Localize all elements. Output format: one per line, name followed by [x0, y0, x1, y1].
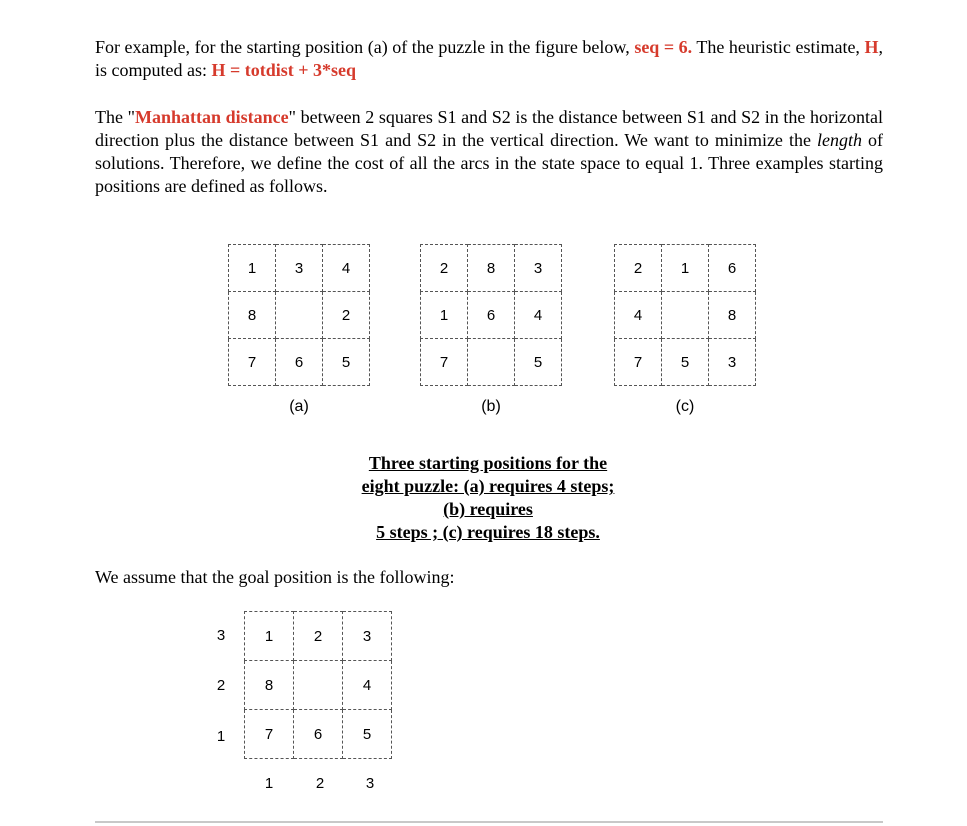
puzzle-cell: 3	[709, 339, 756, 386]
puzzle-cell: 5	[662, 339, 709, 386]
puzzle-cell	[662, 292, 709, 339]
puzzle-a-label: (a)	[289, 398, 309, 415]
goal-cell: 6	[294, 710, 343, 759]
goal-cell	[294, 661, 343, 710]
goal-cell: 3	[343, 612, 392, 661]
caption-line: (b) requires	[443, 499, 533, 519]
puzzle-cell	[276, 292, 323, 339]
puzzle-cell: 2	[421, 245, 468, 292]
caption-line: Three starting positions for the	[368, 453, 608, 473]
puzzle-a-grid	[228, 244, 370, 386]
puzzle-cell: 8	[229, 292, 276, 339]
puzzle-cell: 6	[276, 339, 323, 386]
intro-paragraph	[95, 36, 883, 82]
goal-grid	[244, 611, 392, 759]
puzzle-cell: 1	[662, 245, 709, 292]
puzzle-cell: 8	[709, 292, 756, 339]
goal-cell: 4	[343, 661, 392, 710]
puzzle-cell: 7	[615, 339, 662, 386]
puzzle-b-label: (b)	[481, 398, 501, 415]
puzzle-cell: 2	[323, 292, 370, 339]
manhattan-definition: " between 2 squares S1 and S2 is the distance between S1 and S2 in the horizontal direction plus the distance between S1 and S2 in the vertical direction. We want to minimize the	[95, 107, 883, 150]
puzzle-cell: 7	[421, 339, 468, 386]
cost-text: of solutions. Therefore, we define the cost of all the arcs in the state space to equal 1. Three examples starting positions are defined as follows.	[95, 130, 883, 196]
goal-cell: 8	[245, 661, 294, 710]
puzzle-c-label: (c)	[675, 398, 695, 415]
intro-text: For example, for the starting position (a) of the puzzle in the figure below,	[95, 37, 630, 57]
caption-line: eight puzzle: (a) requires 4 steps;	[361, 476, 615, 496]
col-label: 1	[264, 775, 274, 792]
computed-text: , is computed as:	[95, 37, 883, 80]
col-label: 2	[315, 775, 325, 792]
puzzle-cell: 4	[323, 245, 370, 292]
caption-line: 5 steps ; (c) requires 18 steps.	[376, 522, 600, 542]
puzzle-cell: 4	[515, 292, 562, 339]
row-label: 1	[216, 728, 226, 745]
goal-cell: 5	[343, 710, 392, 759]
manhattan-paragraph	[95, 106, 883, 198]
puzzle-b-grid	[420, 244, 562, 386]
puzzle-cell: 1	[421, 292, 468, 339]
heuristic-text: The heuristic estimate,	[696, 37, 860, 57]
puzzle-cell: 3	[276, 245, 323, 292]
goal-cell: 1	[245, 612, 294, 661]
puzzle-cell: 4	[615, 292, 662, 339]
seq-value: seq = 6.	[634, 37, 693, 57]
manhattan-lead: The "	[95, 107, 135, 127]
puzzle-cell: 2	[615, 245, 662, 292]
heuristic-formula: H = totdist + 3*seq	[211, 60, 357, 80]
row-label: 2	[216, 677, 226, 694]
col-label: 3	[365, 775, 375, 792]
puzzle-cell: 7	[229, 339, 276, 386]
puzzle-cell	[468, 339, 515, 386]
puzzle-cell: 6	[468, 292, 515, 339]
length-term: length	[816, 130, 862, 150]
goal-cell: 2	[294, 612, 343, 661]
goal-cell: 7	[245, 710, 294, 759]
row-label: 3	[216, 627, 226, 644]
puzzle-cell: 8	[468, 245, 515, 292]
goal-intro: We assume that the goal position is the following:	[95, 567, 455, 587]
h-symbol: H	[864, 37, 879, 57]
puzzle-c-grid	[614, 244, 756, 386]
puzzle-cell: 1	[229, 245, 276, 292]
puzzle-cell: 5	[323, 339, 370, 386]
puzzle-cell: 6	[709, 245, 756, 292]
figure-caption	[330, 452, 646, 544]
puzzle-cell: 3	[515, 245, 562, 292]
page-divider	[95, 821, 883, 823]
manhattan-term: Manhattan distance	[134, 107, 289, 127]
puzzle-cell: 5	[515, 339, 562, 386]
